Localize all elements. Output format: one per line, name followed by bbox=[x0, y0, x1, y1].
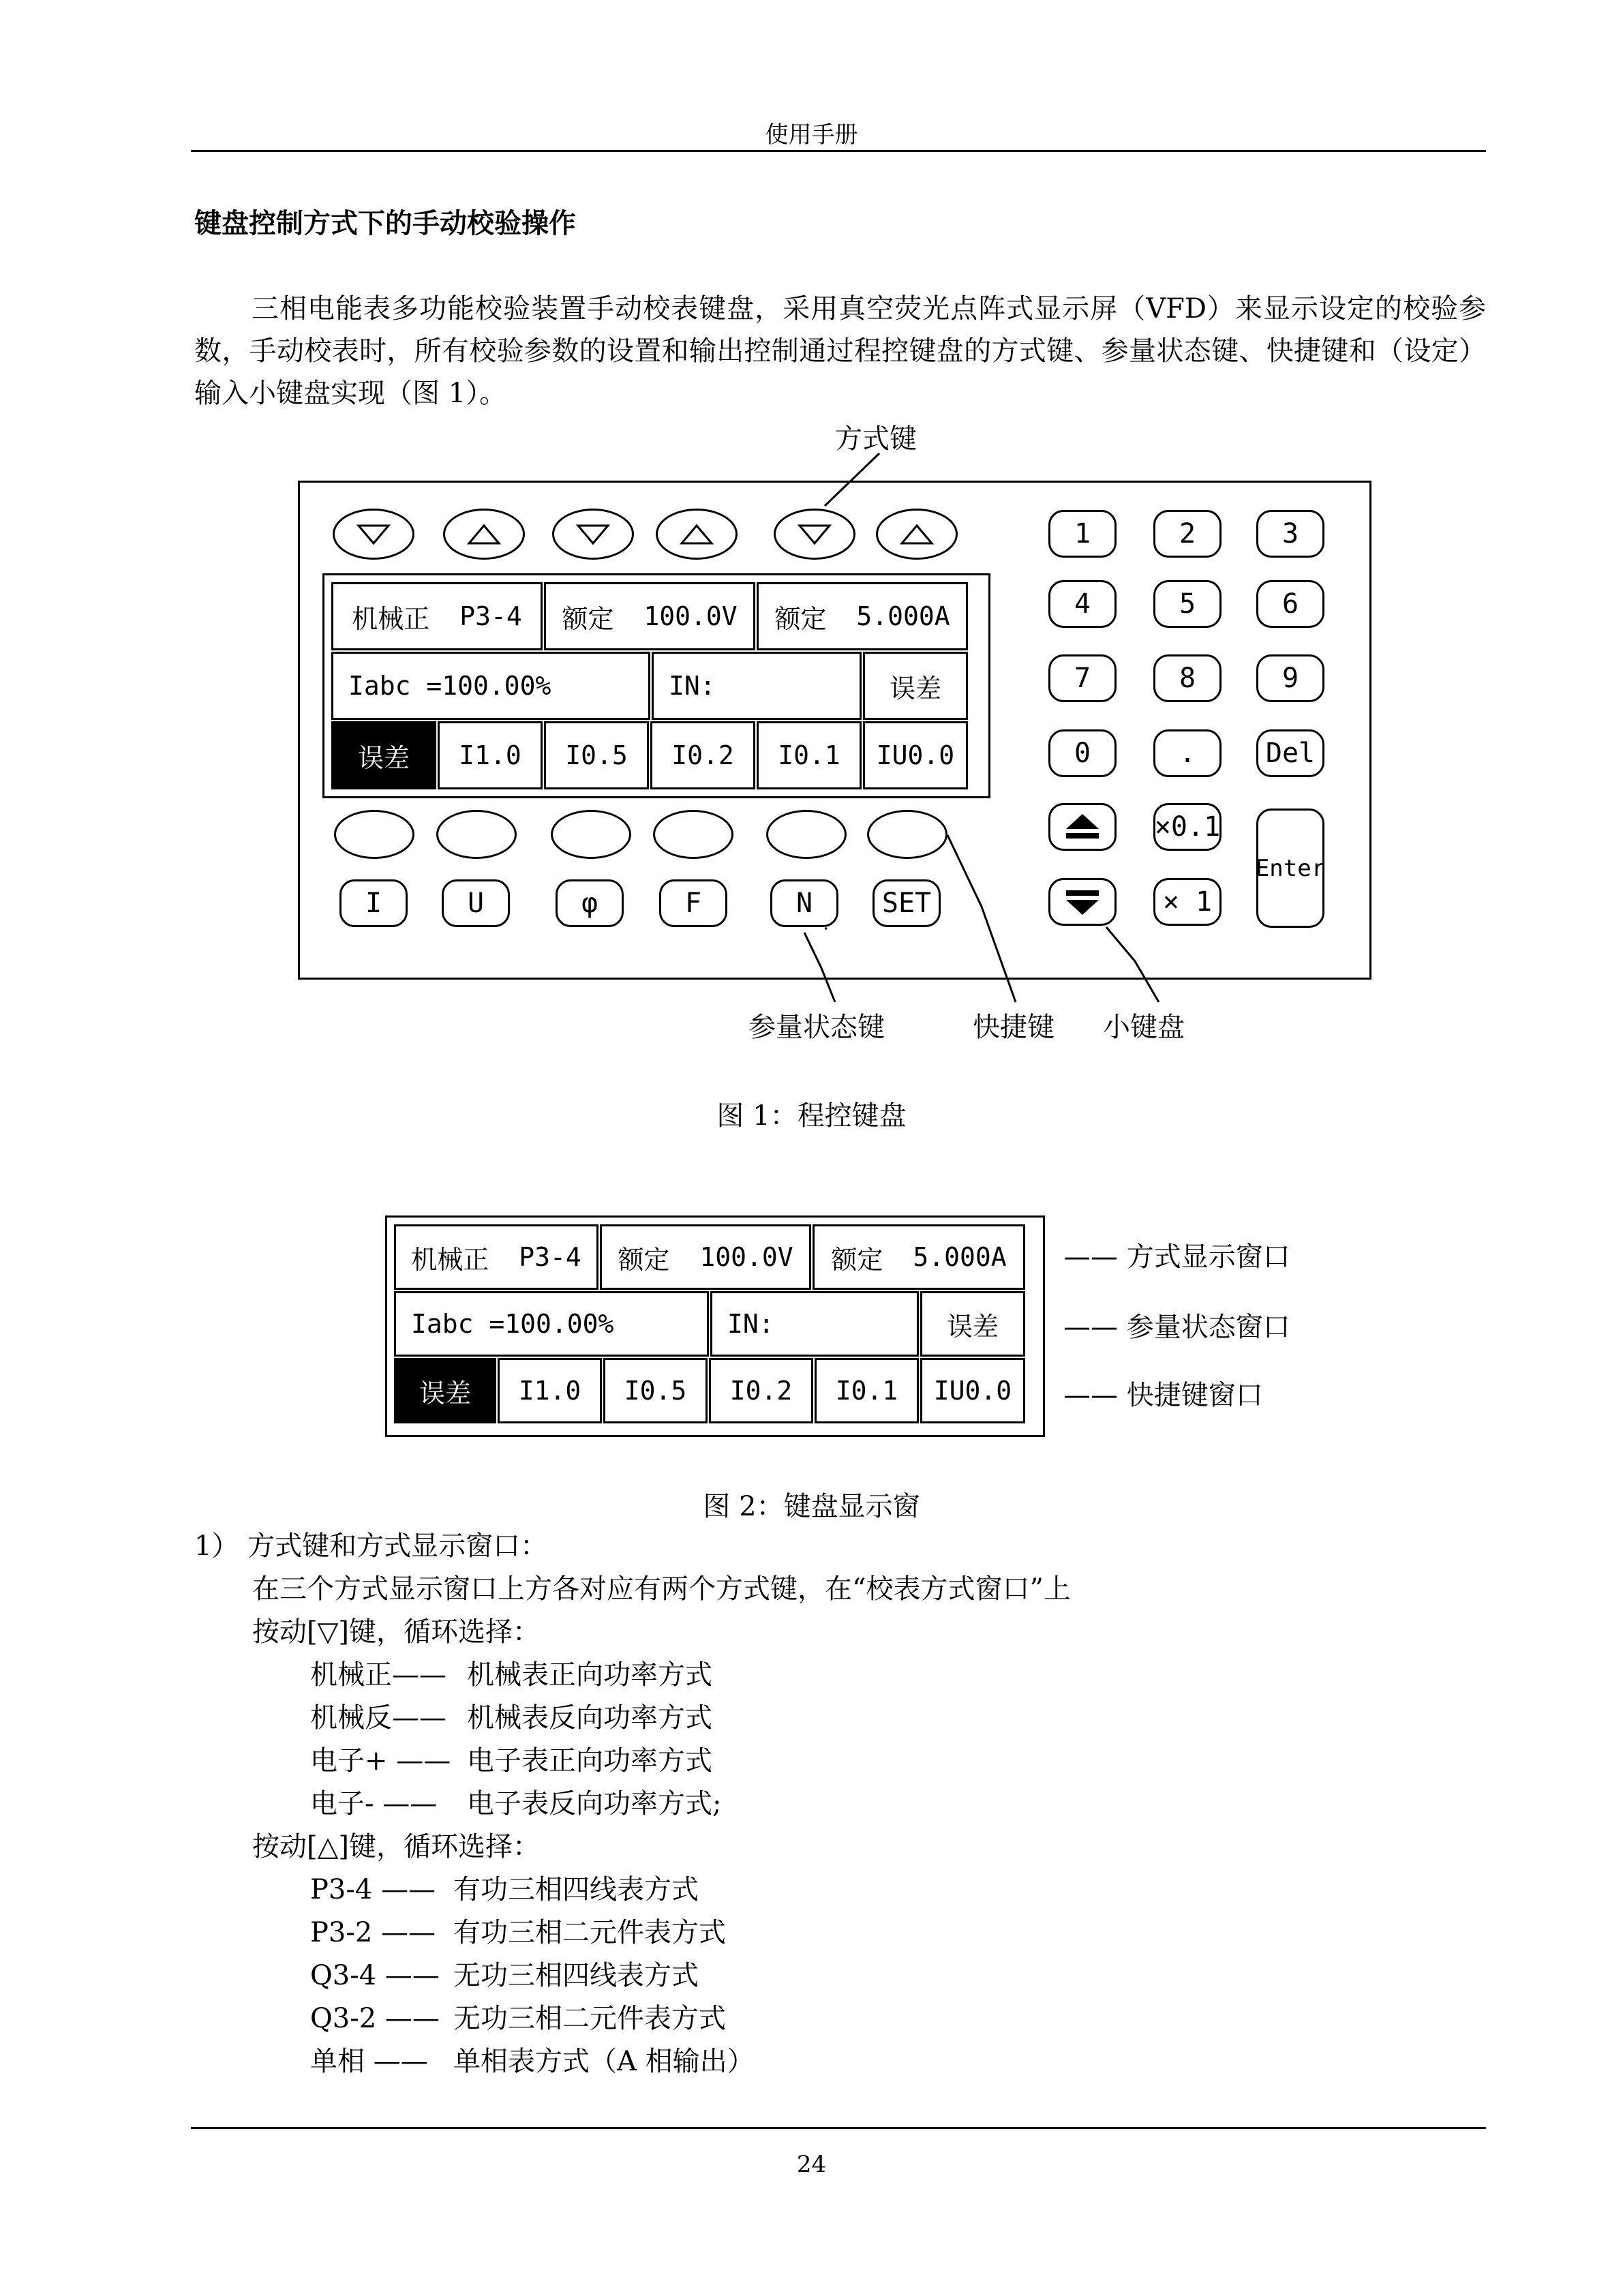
fig2-shortcut-window-1: 误差 bbox=[394, 1358, 496, 1423]
numpad-key-9[interactable]: 9 bbox=[1256, 654, 1324, 702]
figure2-caption: 图 2：键盘显示窗 bbox=[703, 1491, 920, 1522]
param-key-i[interactable]: I bbox=[339, 879, 408, 927]
intro-paragraph: 三相电能表多功能校验装置手动校表键盘，采用真空荧光点阵式显示屏（VFD）来显示设定的校验参数，手动校表时，所有校验参数的设置和输出控制通过程控键盘的方式键、参量状态键、快捷键和（设定）输入小键盘实现（图 1）。 bbox=[194, 293, 1486, 409]
down-item-1-key: 机械正—— bbox=[310, 1659, 446, 1691]
mode-key-6[interactable] bbox=[876, 509, 958, 560]
triangle-down-icon bbox=[798, 523, 832, 546]
enter-key[interactable]: Enter bbox=[1256, 809, 1324, 928]
mode-key-3[interactable] bbox=[552, 509, 634, 560]
mode-window-2-value-a: 额定 bbox=[562, 603, 614, 634]
fig2-mode-window-1 bbox=[394, 1224, 598, 1290]
shortcut-key-4[interactable] bbox=[653, 810, 733, 859]
decrease-key[interactable] bbox=[1048, 878, 1117, 926]
numpad-key-3[interactable]: 3 bbox=[1256, 510, 1324, 558]
down-key-label: 按动[▽]键，循环选择： bbox=[252, 1616, 540, 1648]
numpad-key-8[interactable]: 8 bbox=[1153, 654, 1222, 702]
mode-window-1 bbox=[331, 582, 543, 650]
running-header: 使用手册 bbox=[765, 121, 858, 149]
mode-window-2 bbox=[544, 582, 755, 650]
mode-key-2[interactable] bbox=[443, 509, 525, 560]
eject-down-icon bbox=[1063, 886, 1102, 918]
shortcut-key-1[interactable] bbox=[334, 810, 414, 859]
callout-mode-keys: 方式键 bbox=[835, 423, 917, 455]
down-item-3-value: 电子表正向功率方式 bbox=[467, 1745, 712, 1777]
fig2-mode-window-2-value-b: 100.0V bbox=[699, 1242, 793, 1272]
down-item-2-value: 机械表反向功率方式 bbox=[467, 1702, 712, 1734]
fig2-param-window-in: IN: bbox=[710, 1291, 919, 1357]
page-number: 24 bbox=[796, 2151, 827, 2178]
fig2-mode-window-3-value-a: 额定 bbox=[831, 1244, 883, 1275]
mode-key-4[interactable] bbox=[656, 509, 738, 560]
param-window-iabc: Iabc =100.00% bbox=[331, 652, 650, 720]
param-key-u[interactable]: U bbox=[442, 879, 510, 927]
numpad-key-1[interactable]: 1 bbox=[1048, 510, 1117, 558]
numpad-key-del[interactable]: Del bbox=[1256, 729, 1324, 777]
fig2-shortcut-window-5: I0.1 bbox=[815, 1358, 919, 1423]
fig2-param-window-iabc: Iabc =100.00% bbox=[394, 1291, 709, 1357]
numpad-key-dot[interactable]: . bbox=[1153, 729, 1222, 777]
param-key-f[interactable]: F bbox=[659, 879, 727, 927]
triangle-up-icon bbox=[900, 523, 934, 546]
multiply-1-key[interactable]: × 1 bbox=[1153, 878, 1222, 926]
display-window bbox=[322, 573, 990, 798]
fig2-mode-window-3-value-b: 5.000A bbox=[913, 1242, 1007, 1272]
list-intro: 在三个方式显示窗口上方各对应有两个方式键，在“校表方式窗口”上 bbox=[252, 1573, 1071, 1605]
mode-window-3-value-a: 额定 bbox=[774, 603, 827, 634]
triangle-down-icon bbox=[357, 523, 391, 546]
fig2-mode-window-1-value-b: P3-4 bbox=[519, 1242, 581, 1272]
shortcut-key-2[interactable] bbox=[436, 810, 517, 859]
legend-param-window: —— 参量状态窗口 bbox=[1063, 1312, 1290, 1343]
up-item-5-key: 单相 —— bbox=[310, 2046, 428, 2077]
up-item-4-key: Q3-2 —— bbox=[310, 2003, 440, 2034]
up-key-label: 按动[△]键，循环选择： bbox=[252, 1831, 540, 1862]
keyboard-panel bbox=[298, 481, 1371, 980]
triangle-up-icon bbox=[467, 523, 501, 546]
down-item-2-key: 机械反—— bbox=[310, 1702, 446, 1734]
triangle-up-icon bbox=[680, 523, 714, 546]
shortcut-window-4: I0.2 bbox=[650, 721, 755, 789]
callout-numpad: 小键盘 bbox=[1103, 1012, 1185, 1043]
down-item-4-value: 电子表反向功率方式; bbox=[467, 1788, 722, 1819]
param-window-in: IN: bbox=[652, 652, 862, 720]
eject-up-icon bbox=[1063, 811, 1102, 843]
fig2-mode-window-3 bbox=[813, 1224, 1025, 1290]
figure1-caption: 图 1：程控键盘 bbox=[716, 1100, 907, 1132]
numpad-key-2[interactable]: 2 bbox=[1153, 510, 1222, 558]
shortcut-window-6: IU0.0 bbox=[863, 721, 968, 789]
numpad-key-7[interactable]: 7 bbox=[1048, 654, 1117, 702]
figure2-display-window bbox=[385, 1215, 1045, 1437]
up-item-1-key: P3-4 —— bbox=[310, 1874, 436, 1905]
down-item-3-key: 电子+ —— bbox=[310, 1745, 451, 1777]
param-key-set[interactable]: SET bbox=[873, 879, 941, 927]
fig2-mode-window-1-value-a: 机械正 bbox=[411, 1244, 489, 1275]
footer-rule bbox=[191, 2127, 1486, 2129]
mode-key-5[interactable] bbox=[774, 509, 855, 560]
down-item-1-value: 机械表正向功率方式 bbox=[467, 1659, 712, 1691]
shortcut-key-3[interactable] bbox=[551, 810, 631, 859]
list-item-1-title: 1） 方式键和方式显示窗口： bbox=[194, 1530, 548, 1562]
shortcut-key-5[interactable] bbox=[766, 810, 847, 859]
up-item-3-value: 无功三相四线表方式 bbox=[453, 1960, 699, 1991]
numpad-key-4[interactable]: 4 bbox=[1048, 580, 1117, 628]
mode-key-1[interactable] bbox=[333, 509, 414, 560]
numpad-key-0[interactable]: 0 bbox=[1048, 729, 1117, 777]
up-item-2-key: P3-2 —— bbox=[310, 1917, 436, 1948]
legend-shortcut-window: —— 快捷键窗口 bbox=[1063, 1380, 1263, 1411]
multiply-0-1-key[interactable]: ×0.1 bbox=[1153, 803, 1222, 851]
mode-window-3-value-b: 5.000A bbox=[856, 601, 950, 631]
callout-shortcut-keys: 快捷键 bbox=[973, 1012, 1055, 1043]
param-key-n[interactable]: N bbox=[770, 879, 838, 927]
shortcut-window-1: 误差 bbox=[331, 721, 436, 789]
fig2-mode-window-2-value-a: 额定 bbox=[618, 1244, 670, 1275]
callout-param-keys: 参量状态键 bbox=[748, 1012, 885, 1043]
up-item-2-value: 有功三相二元件表方式 bbox=[453, 1917, 726, 1948]
fig2-shortcut-window-2: I1.0 bbox=[498, 1358, 602, 1423]
shortcut-window-3: I0.5 bbox=[544, 721, 649, 789]
down-item-4-key: 电子- —— bbox=[310, 1788, 438, 1819]
triangle-down-icon bbox=[576, 523, 610, 546]
legend-mode-window: —— 方式显示窗口 bbox=[1063, 1241, 1290, 1273]
shortcut-window-5: I0.1 bbox=[757, 721, 862, 789]
shortcut-key-6[interactable] bbox=[867, 810, 947, 859]
up-item-1-value: 有功三相四线表方式 bbox=[453, 1874, 699, 1905]
mode-window-2-value-b: 100.0V bbox=[643, 601, 738, 631]
mode-window-3 bbox=[757, 582, 968, 650]
fig2-shortcut-window-6: IU0.0 bbox=[920, 1358, 1025, 1423]
fig2-mode-window-2 bbox=[600, 1224, 811, 1290]
increase-key[interactable] bbox=[1048, 803, 1117, 851]
numpad-key-5[interactable]: 5 bbox=[1153, 580, 1222, 628]
section-title: 键盘控制方式下的手动校验操作 bbox=[194, 208, 576, 239]
param-key-phi[interactable]: φ bbox=[556, 879, 624, 927]
fig2-param-window-error: 误差 bbox=[920, 1291, 1025, 1357]
fig2-shortcut-window-3: I0.5 bbox=[603, 1358, 708, 1423]
fig2-shortcut-window-4: I0.2 bbox=[709, 1358, 813, 1423]
up-item-5-value: 单相表方式（A 相输出） bbox=[453, 2046, 755, 2077]
up-item-3-key: Q3-4 —— bbox=[310, 1960, 440, 1991]
param-window-error: 误差 bbox=[863, 652, 968, 720]
up-item-4-value: 无功三相二元件表方式 bbox=[453, 2003, 726, 2034]
shortcut-window-2: I1.0 bbox=[438, 721, 543, 789]
mode-window-1-value-b: P3-4 bbox=[459, 601, 522, 631]
mode-window-1-value-a: 机械正 bbox=[352, 603, 430, 634]
numpad-key-6[interactable]: 6 bbox=[1256, 580, 1324, 628]
